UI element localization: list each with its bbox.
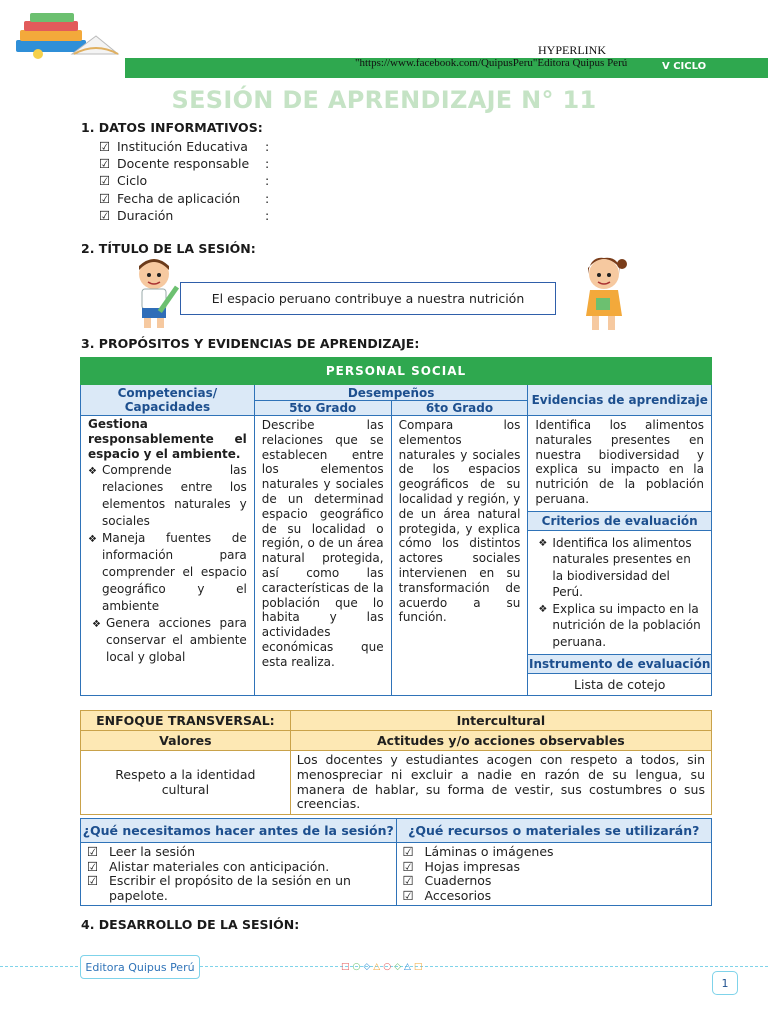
enfoque-value: Intercultural [290,711,711,731]
datos-informativos-list [99,138,269,224]
actitud-cell: Los docentes y estudiantes acogen con respeto a todos, sin menospreciar ni excluir a nadie en razón de su lengua, su manera de hablar, su forma de vestir, sus costumbres o sus creencias. [290,751,711,815]
checkbox-icon: ☑ [99,173,111,189]
col-competencias-header: Competencias/ Capacidades [81,385,255,416]
capacidad-item: ❖ Maneja fuentes de información para comprender el espacio geográfico y el ambiente [88,531,247,614]
info-row-duracion: ☑ Duración : [99,207,270,223]
col-6to-header: 6to Grado [391,401,528,416]
recursos-header: ¿Qué recursos o materiales se utilizarán? [396,819,712,843]
actitudes-header: Actitudes y/o acciones observables [290,731,711,751]
col-evidencias-header: Evidencias de aprendizaje [528,385,712,416]
competencia-text: Gestiona responsablemente el espacio y el ambiente. [88,417,247,461]
desempeno-5to-cell: Describe las relaciones que se establecen entre los elementos naturales y sociales de un determinad espacio geográfico de su localidad o región, o de un área natural protegida, así como las características de la población que lo habita y las actividades económicas que esta realiza. [254,416,391,696]
col-5to-header: 5to Grado [254,401,391,416]
checkbox-icon: ☑ [402,844,414,859]
enfoque-transversal-table [80,710,712,815]
antes-item: ☑ Leer la sesión [87,844,196,859]
checkbox-icon: ☑ [99,207,111,223]
checkbox-icon: ☑ [402,873,414,889]
capacidad-item: ❖ Genera acciones para conservar el ambiente local y global [92,616,247,665]
footer-publisher-badge: Editora Quipus Perú [80,955,200,979]
valor-cell: Respeto a la identidad cultural [81,751,291,815]
hyperlink-url[interactable]: "https://www.facebook.com/QuipusPeru"Editora Quipus Perú [355,57,628,69]
diamond-bullet-icon: ❖ [538,603,548,615]
checkbox-icon: ☑ [99,156,111,172]
recurso-item: ☑ Accesorios [402,887,492,903]
info-row-ciclo: ☑ Ciclo : [99,173,270,189]
diamond-bullet-icon: ❖ [88,466,97,478]
valores-header: Valores [81,731,291,751]
footer-decorative-shapes-icon: □○◇△○◇△□ [341,962,426,972]
instrumento-value: Lista de cotejo [574,677,666,693]
session-title-text: El espacio peruano contribuye a nuestra nutrición [211,291,525,306]
antes-item: ☑ Alistar materiales con anticipación. [87,858,330,874]
antes-header: ¿Qué necesitamos hacer antes de la sesión? [81,819,397,843]
checkbox-icon: ☑ [99,190,111,206]
checkbox-icon: ☑ [87,844,99,859]
antes-item: ☑ Escribir el propósito de la sesión en un papelote. [87,873,351,903]
page-title: SESIÓN DE APRENDIZAJE N° 11 [171,86,597,114]
criterio-item: ❖ Explica su impacto en la nutrición de la población peruana. [538,601,701,649]
ciclo-label: V CICLO [662,61,707,72]
section3-heading: 3. PROPÓSITOS Y EVIDENCIAS DE APRENDIZAJE: [81,336,420,351]
info-row-institucion: ☑ Institución Educativa : [99,139,270,154]
diamond-bullet-icon: ❖ [538,537,548,549]
evidencias-cell [528,416,712,696]
info-row-fecha: ☑ Fecha de aplicación : [99,190,270,206]
checkbox-icon: ☑ [99,139,111,154]
checkbox-icon: ☑ [87,858,99,874]
instrumento-heading: Instrumento de evaluación [528,654,711,674]
books-illustration [14,10,124,66]
enfoque-label: ENFOQUE TRANSVERSAL: [81,711,291,731]
diamond-bullet-icon: ❖ [88,534,97,546]
recursos-list [396,843,712,906]
criterios-heading: Criterios de evaluación [528,511,711,531]
session-title-box [180,282,556,315]
col-desempenos-header: Desempeños [254,385,528,401]
checkbox-icon: ☑ [402,887,414,903]
section1-heading: 1. DATOS INFORMATIVOS: [81,120,263,135]
page-number: 1 [712,971,738,995]
area-header: PERSONAL SOCIAL [81,358,712,385]
criterio-item: ❖ Identifica los alimentos naturales presentes en la biodiversidad del Perú. [538,535,692,600]
boy-illustration [132,254,184,336]
hyperlink-word: HYPERLINK [538,43,606,57]
evidencia-text: Identifica los alimentos naturales presentes en nuestra biodiversidad y explica su impacto en la nutrición de la población peruana. [535,418,704,506]
recurso-item: ☑ Láminas o imágenes [402,844,554,859]
propositos-table [80,357,712,696]
competencias-cell [81,416,255,696]
diamond-bullet-icon: ❖ [92,619,101,631]
checkbox-icon: ☑ [402,858,414,874]
checkbox-icon: ☑ [87,873,99,889]
section2-heading: 2. TÍTULO DE LA SESIÓN: [81,241,256,256]
capacidad-item: ❖ Comprende las relaciones entre los elementos naturales y sociales [88,463,247,529]
girl-illustration [580,254,630,338]
info-row-docente: ☑ Docente responsable : [99,156,270,172]
section4-heading: 4. DESARROLLO DE LA SESIÓN: [81,917,300,932]
recurso-item: ☑ Cuadernos [402,873,492,889]
desempeno-6to-cell: Compara los elementos naturales y sociales de los espacios geográficos de su localidad y región, y de un área natural protegida, y explica cómo los distintos actores sociales intervienen en su transformación de acuerdo a su función. [391,416,528,696]
preparacion-table [80,818,712,906]
criterios-list [528,531,711,655]
recurso-item: ☑ Hojas impresas [402,858,520,874]
antes-list [81,843,397,906]
